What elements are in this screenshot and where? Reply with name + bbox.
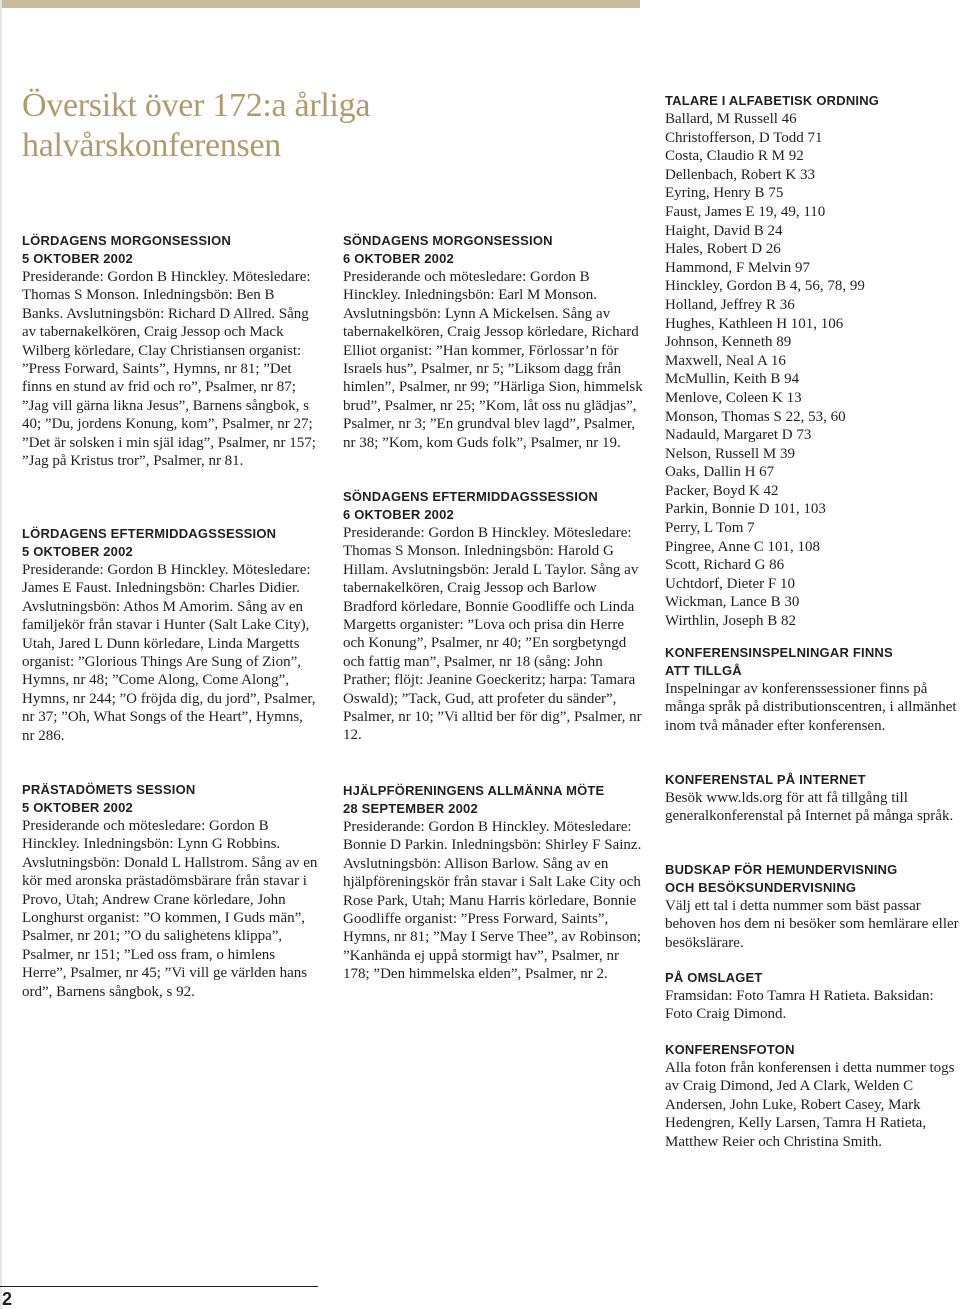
page-number: 2 bbox=[2, 1289, 13, 1309]
session-title: SÖNDAGENS EFTERMIDDAGSSESSION bbox=[343, 489, 598, 504]
speaker-entry: Nelson, Russell M 39 bbox=[665, 445, 796, 462]
speaker-entry: Wickman, Lance B 30 bbox=[665, 594, 800, 611]
session-heading bbox=[22, 781, 318, 817]
speaker-entry: Haight, David B 24 bbox=[665, 222, 783, 239]
session-body: Presiderande och mötesledare: Gordon B Hinckley. Inledningsbön: Earl M Monson. Avslutningsbön: Lynn A Mickelsen. Sång av tabernakelkören, Craig Jessop körledare, Richard Elliot organist: ”Han kommer, Förlossar’n för Israels hus”, Psalmer, nr 5; ”Liksom dagg från himlen”, Psalmer, nr 99; ”Härliga Sion, himmelsk brud”, Psalmer, nr 25; ”Kom, låt oss nu glädjas”, Psalmer, nr 3; ”En grundval blev lagd”, Psalmer, nr 38; ”Kom, kom Guds folk”, Psalmer, nr 19. bbox=[343, 269, 643, 451]
session-date: 5 OKTOBER 2002 bbox=[22, 251, 133, 266]
session-body: Presiderande och mötesledare: Gordon B Hinckley. Inledningsbön: Lynn G Robbins. Avslutningsbön: Donald L Hallstrom. Sång av en kör med aronska prästadömsbärare från stavar i Provo, Utah; Andrew Crane körledare, John Longhurst organist: ”O kommen, I Guds män”, Psalmer, nr 201; ”O du salighetens klippa”, Psalmer, nr 151; ”Led oss fram, o himlens Herre”, Psalmer, nr 45; ”Vi vill ge världen hans ord”, Barnens sångbok, s 92. bbox=[22, 818, 318, 1000]
info-heading-line: KONFERENSINSPELNINGAR FINNS bbox=[665, 645, 893, 660]
speaker-entry: Maxwell, Neal A 16 bbox=[665, 352, 786, 369]
session-title: LÖRDAGENS MORGONSESSION bbox=[22, 233, 232, 248]
speaker-entry: Hammond, F Melvin 97 bbox=[665, 259, 810, 276]
speaker-entry: Ballard, M Russell 46 bbox=[665, 111, 797, 127]
session-body: Presiderande: Gordon B Hinckley. Mötesledare: Thomas S Monson. Inledningsbön: Ben B Banks. Avslutningsbön: Richard D Allred. Sång av tabernakelkören, Craig Jessop och Mack Wilberg körledare, Clay Christiansen organist: ”Press Forward, Saints”, Hymns, nr 81; ”Det finns en stund av frid och ro”, Psalmer, nr 87; ”Jag vill gärna likna Jesus”, Barnens sångbok, s 40; ”Du, jordens Konung, kom”, Psalmer, nr 27; ”Det är solsken i min själ idag”, Psalmer, nr 157; ”Jag på Kristus tror”, Psalmer, nr 81. bbox=[22, 269, 316, 470]
info-heading-line: BUDSKAP FÖR HEMUNDERVISNING bbox=[665, 862, 898, 877]
session-body: Presiderande: Gordon B Hinckley. Mötesledare: Thomas S Monson. Inledningsbön: Harold G Hillam. Avslutningsbön: Jerald L Taylor. Sång av tabernakelkören, Craig Jessop och Barlow Bradford körledare, Bonnie Goodliffe och Linda Margetts organister: ”Lova och prisa din Herre och Konung”, Psalmer, nr 40; ”En sorgbetyngd och fattig man”, Psalmer, nr 18 (sång: John Prather; flöjt: Jeanine Goeckeritz; harpa: Tamara Oswald); ”Tack, Gud, att profeter du sänder”, Psalmer, nr 10; ”Vi alltid ber för dig”, Psalmer, nr 12. bbox=[343, 525, 642, 744]
session-saturday-afternoon bbox=[22, 525, 318, 745]
info-heading-line: ATT TILLGÅ bbox=[665, 663, 742, 678]
session-date: 6 OKTOBER 2002 bbox=[343, 507, 454, 522]
session-body: Presiderande: Gordon B Hinckley. Mötesledare: Bonnie D Parkin. Inledningsbön: Shirley F Sainz. Avslutningsbön: Allison Barlow. Sång av en hjälpföreningskör från stavar i Salt Lake City och Rose Park, Utah; Manu Harris körledare, Bonnie Goodliffe organist: ”Press Forward, Saints”, Hymns, nr 81; ”May I Serve Thee”, av Robinson; ”Kanhända ej uppå stormigt hav”, Psalmer, nr 178; ”Den himmelska elden”, Psalmer, nr 2. bbox=[343, 819, 642, 983]
session-title: PRÄSTADÖMETS SESSION bbox=[22, 782, 196, 797]
speaker-entry: Eyring, Henry B 75 bbox=[665, 185, 784, 202]
speakers-list bbox=[665, 110, 960, 631]
speaker-entry: Packer, Boyd K 42 bbox=[665, 482, 779, 499]
speaker-entry: Menlove, Coleen K 13 bbox=[665, 389, 802, 406]
speaker-entry: Monson, Thomas S 22, 53, 60 bbox=[665, 408, 846, 425]
info-photos bbox=[665, 1041, 960, 1151]
session-date: 6 OKTOBER 2002 bbox=[343, 251, 454, 266]
info-body: Alla foton från konferensen i detta nummer togs av Craig Dimond, Jed A Clark, Welden C Andersen, John Luke, Robert Casey, Mark Hedengren, Kelly Larsen, Tamra H Ratieta, Matthew Reier och Christina Smith. bbox=[665, 1060, 955, 1150]
info-cover bbox=[665, 969, 960, 1024]
info-heading bbox=[665, 861, 960, 897]
session-title: SÖNDAGENS MORGONSESSION bbox=[343, 233, 553, 248]
speaker-entry: Johnson, Kenneth 89 bbox=[665, 334, 792, 351]
speakers-heading: TALARE I ALFABETISK ORDNING bbox=[665, 93, 880, 108]
speaker-entry: McMullin, Keith B 94 bbox=[665, 371, 800, 388]
speaker-entry: Perry, L Tom 7 bbox=[665, 520, 755, 537]
speakers-index bbox=[665, 92, 960, 631]
speaker-entry: Costa, Claudio R M 92 bbox=[665, 148, 804, 165]
info-body: Välj ett tal i detta nummer som bäst passar behoven hos dem ni besöker som hemlärare eller besökslärare. bbox=[665, 898, 959, 951]
session-body: Presiderande: Gordon B Hinckley. Mötesledare: James E Faust. Inledningsbön: Charles Didier. Avslutningsbön: Athos M Amorim. Sång av en familjekör från stavar i Hunter (Salt Lake City), Utah, Jared L Dunn körledare, Linda Margetts organist: ”Glorious Things Are Sung of Zion”, Hymns, nr 48; ”Come Along, Come Along”, Hymns, nr 244; ”O fröjda dig, du jord”, Psalmer, nr 37; ”Oh, What Songs of the Heart”, Hymns, nr 286. bbox=[22, 562, 316, 744]
speaker-entry: Scott, Richard G 86 bbox=[665, 557, 785, 574]
left-edge-rule bbox=[0, 0, 2, 1309]
info-body: Besök www.lds.org för att få tillgång till generalkonferenstal på Internet på många språk. bbox=[665, 790, 954, 825]
session-sunday-afternoon bbox=[343, 488, 643, 745]
info-body: Framsidan: Foto Tamra H Ratieta. Baksidan: Foto Craig Dimond. bbox=[665, 988, 934, 1023]
speaker-entry: Wirthlin, Joseph B 82 bbox=[665, 613, 797, 630]
speaker-entry: Hughes, Kathleen H 101, 106 bbox=[665, 315, 844, 332]
session-saturday-morning bbox=[22, 232, 318, 470]
info-internet bbox=[665, 771, 960, 826]
session-heading bbox=[22, 232, 318, 268]
session-heading bbox=[343, 488, 643, 524]
info-heading-line: OCH BESÖKSUNDERVISNING bbox=[665, 880, 857, 895]
speaker-entry: Hinckley, Gordon B 4, 56, 78, 99 bbox=[665, 278, 865, 295]
info-heading: KONFERENSTAL PÅ INTERNET bbox=[665, 772, 866, 787]
speaker-entry: Nadauld, Margaret D 73 bbox=[665, 427, 812, 444]
session-priesthood bbox=[22, 781, 318, 1001]
speaker-entry: Pingree, Anne C 101, 108 bbox=[665, 538, 820, 555]
session-heading bbox=[343, 232, 643, 268]
session-title: LÖRDAGENS EFTERMIDDAGSSESSION bbox=[22, 526, 277, 541]
speaker-entry: Faust, James E 19, 49, 110 bbox=[665, 203, 826, 220]
session-date: 5 OKTOBER 2002 bbox=[22, 800, 133, 815]
session-heading bbox=[343, 782, 643, 818]
session-date: 5 OKTOBER 2002 bbox=[22, 544, 133, 559]
speaker-entry: Christofferson, D Todd 71 bbox=[665, 129, 823, 146]
speaker-entry: Parkin, Bonnie D 101, 103 bbox=[665, 501, 826, 518]
speaker-entry: Holland, Jeffrey R 36 bbox=[665, 296, 795, 313]
info-home-teaching bbox=[665, 861, 960, 952]
session-date: 28 SEPTEMBER 2002 bbox=[343, 801, 478, 816]
info-body: Inspelningar av konferenssessioner finns på många språk på distributionscentren, i allmänhet inom två månader efter konferensen. bbox=[665, 681, 957, 734]
info-heading: PÅ OMSLAGET bbox=[665, 970, 763, 985]
speaker-entry: Dellenbach, Robert K 33 bbox=[665, 166, 815, 183]
speaker-entry: Hales, Robert D 26 bbox=[665, 241, 781, 258]
info-recordings bbox=[665, 644, 960, 735]
session-heading bbox=[22, 525, 318, 561]
speaker-entry: Uchtdorf, Dieter F 10 bbox=[665, 575, 795, 592]
info-heading: KONFERENSFOTON bbox=[665, 1042, 795, 1057]
footer-rule bbox=[0, 1286, 318, 1287]
session-sunday-morning bbox=[343, 232, 643, 452]
session-relief-society bbox=[343, 782, 643, 984]
page-title: Översikt över 172:a årliga halvårskonferensen bbox=[22, 87, 371, 164]
info-heading bbox=[665, 644, 960, 680]
session-title: HJÄLPFÖRENINGENS ALLMÄNNA MÖTE bbox=[343, 783, 605, 798]
speaker-entry: Oaks, Dallin H 67 bbox=[665, 464, 775, 481]
top-accent-bar bbox=[0, 0, 640, 8]
